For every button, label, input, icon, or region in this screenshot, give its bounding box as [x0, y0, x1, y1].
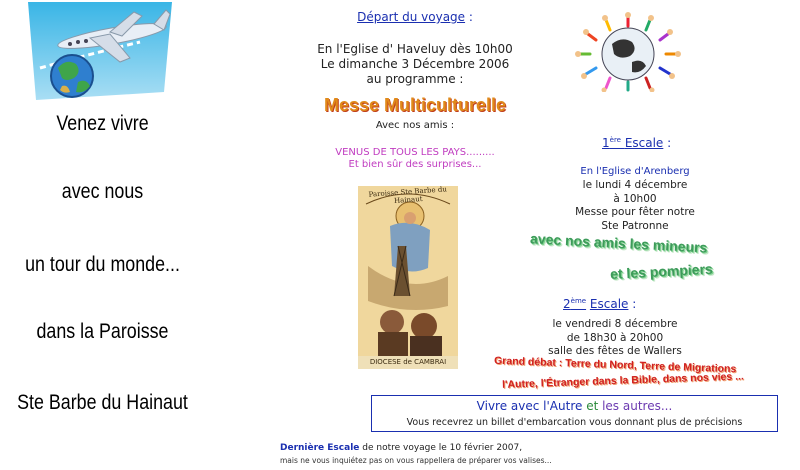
info-box [371, 395, 778, 432]
escale2-line-2: de 18h30 à 20h00 [566, 331, 664, 344]
escale1-line-4: Ste Patronne [601, 219, 669, 232]
escale2-label: Escale [589, 297, 629, 311]
depart-line-2: Le dimanche 3 Décembre 2006 [320, 57, 510, 71]
escale1-details [560, 179, 710, 233]
escale1-church: En l'Eglise d'Arenberg [580, 166, 690, 177]
escale2-details [520, 318, 710, 359]
depart-details [285, 42, 545, 87]
footer-rest: de notre voyage le 10 février 2007, [359, 443, 523, 453]
escale1-heading: 1ère Escale : [602, 136, 672, 150]
children-around-globe-clipart [572, 12, 684, 92]
escale2-debate-1: Grand débat : Terre du Nord, Terre de Migrations [493, 354, 737, 376]
with-friends-label: Avec nos amis : [375, 120, 455, 131]
box-subtext: Vous recevrez un billet d'embarcation vous donnant plus de précisions [406, 417, 743, 428]
airplane-globe-clipart [20, 2, 172, 100]
depart-heading: Départ du voyage : [357, 10, 473, 24]
poster-bottom-text: DIOCESE de CAMBRAI [369, 358, 447, 366]
slogan-line-5: Ste Barbe du Hainaut [17, 391, 188, 414]
box-headline: Vivre avec l'Autre et les autres... [476, 399, 673, 413]
escale2-debate-2: l'Autre, l'Étranger dans la Bible, dans nos vies ... [501, 370, 745, 391]
footer-line-1 [280, 443, 522, 453]
depart-title: Départ du voyage [357, 10, 466, 24]
escale1-line-1: le lundi 4 décembre [582, 179, 688, 191]
escale2-line-1: le vendredi 8 décembre [552, 318, 678, 330]
escale2-line-3: salle des fêtes de Wallers [548, 345, 682, 357]
venus-text: VENUS DE TOUS LES PAYS......... [335, 147, 495, 158]
escale1-wave-1: avec nos amis les mineurs [529, 230, 708, 256]
slogan-line-4: dans la Paroisse [36, 320, 169, 343]
slogan-line-3: un tour du monde... [25, 253, 180, 276]
escale1-line-2: à 10h00 [613, 192, 657, 205]
escale2-heading: 2ème Escale : [563, 297, 637, 311]
escale1-line-3: Messe pour fêter notre [575, 206, 695, 218]
footer-line-2: mais ne vous inquiétez pas on vous rappellera de préparer vos valises... [280, 456, 552, 465]
surprises-text: Et bien sûr des surprises... [348, 159, 482, 170]
depart-line-3: au programme : [366, 72, 464, 86]
slogan-line-2: avec nous [61, 180, 144, 203]
box-word-2: et [582, 399, 603, 413]
parish-poster-image [358, 186, 458, 369]
messe-headline: Messe Multiculturelle [323, 95, 507, 115]
poster-top-text: Paroisse Ste Barbe du Hainaut [368, 185, 448, 205]
box-word-3: les autres [602, 399, 661, 413]
footer-bold: Dernière Escale [280, 443, 360, 453]
slogan-line-1: Venez vivre [56, 112, 149, 135]
box-word-1: Vivre avec l'Autre [476, 399, 583, 413]
escale1-label: Escale [624, 136, 664, 150]
depart-line-1: En l'Eglise d' Haveluy dès 10h00 [317, 42, 513, 56]
escale1-wave-2: et les pompiers [609, 260, 714, 282]
